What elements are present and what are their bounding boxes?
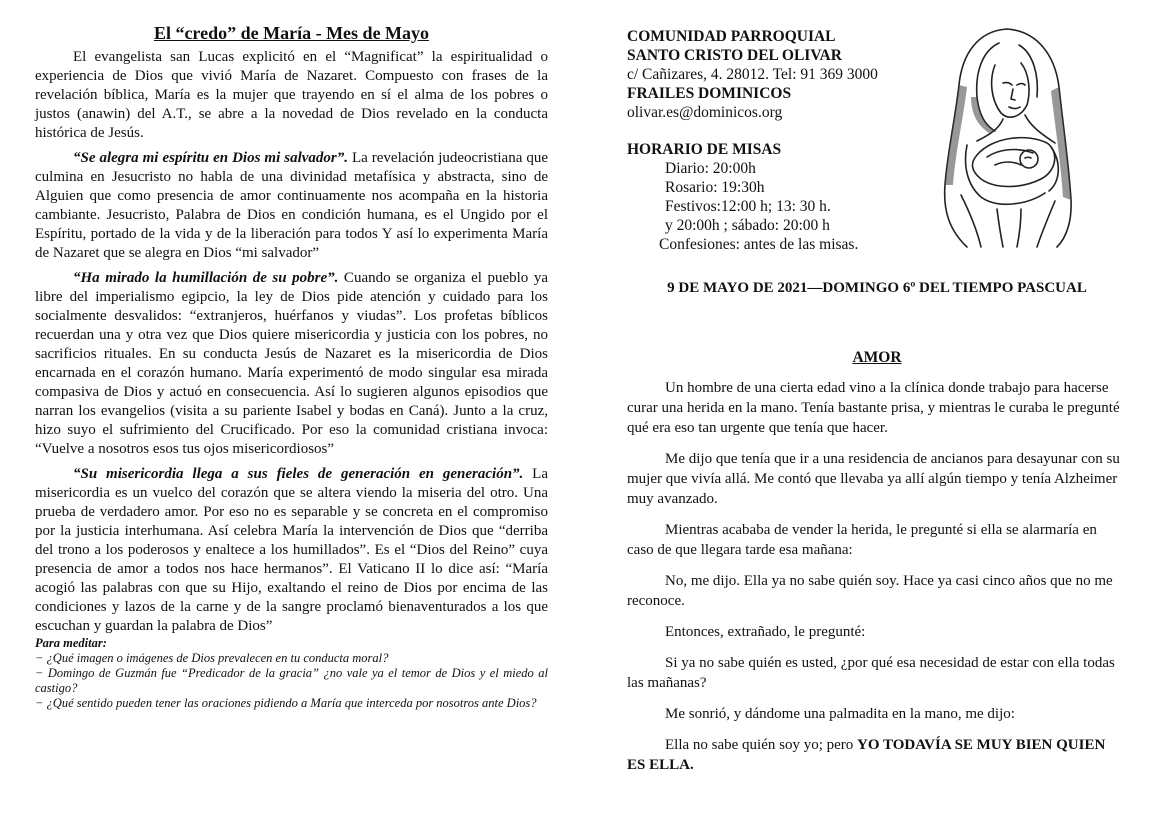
lead-quote: “Ha mirado la humillación de su pobre”. — [73, 270, 339, 286]
paragraph-text: La misericordia es un vuelco del corazón que se altera viendo la miseria del otro. Una prueba de verdadero amor. Por eso no es separable y se concreta en el compromiso por la justicia interhumana. Así celebra María la intervención de Dios que “derriba del trono a los poderosos y enaltece a los humillados”. Es el “Dios del Reino” cuya presencia de amor a todos nos hace hermanos”. El Vaticano II lo dice así: “María acogió las palabras con que su Hijo, exaltando el reino de Dios por encima de las condiciones y lazos de la carne y de la sangre proclamó bienaventurados a los que escuchan y guardan la palabra de Dios” — [35, 466, 548, 634]
contact-address: c/ Cañizares, 4. 28012. Tel: 91 369 3000 — [627, 66, 878, 83]
contact-email: olivar.es@dominicos.org — [627, 104, 783, 121]
meditar-item: − ¿Qué sentido pueden tener las oraciones pidiendo a María que interceda por nosotros ante Dios? — [35, 696, 537, 710]
lead-quote: “Su misericordia llega a sus fieles de generación en generación”. — [73, 466, 524, 482]
story-paragraph: Me sonrió, y dándome una palmadita en la mano, me dijo: — [665, 706, 1015, 722]
story-paragraph: Me dijo que tenía que ir a una residencia de ancianos para desayunar con su mujer que vivía allá. Me contó que llevaba ya allí algún tiempo y tenía Alzheimer muy avanzado. — [627, 451, 1120, 507]
story-final-text: Ella no sabe quién soy yo; pero — [665, 737, 858, 753]
story-paragraph: Si ya no sabe quién es usted, ¿por qué esa necesidad de estar con ella todas las mañanas? — [627, 655, 1115, 691]
story-paragraph: No, me dijo. Ella ya no sabe quién soy. Hace ya casi cinco años que no me reconoce. — [627, 573, 1113, 609]
story-paragraph: Entonces, extrañado, le pregunté: — [665, 624, 866, 640]
date-heading: 9 DE MAYO DE 2021—DOMINGO 6º DEL TIEMPO PASCUAL — [667, 280, 1087, 296]
story-final-caps: YO TODAVÍA SE MUY BIEN QUIEN ES ELLA. — [627, 737, 1106, 773]
story-paragraph-final — [627, 735, 1127, 775]
paragraph-misericordia — [35, 465, 548, 636]
paragraph-text: La revelación judeocristiana que culmina en Jesucristo no habla de una divinidad metafísica y abstracta, sino de Alguien que como presencia de amor continuamente nos acompaña en la historia cambiante. Jesucristo, Palabra de Dios en condición humana, es el Ungido por el Espíritu, portado de la vida y de la liberación para todos Y así lo experimenta María de Nazaret que se alegra en Dios “mi salvador” — [35, 150, 548, 261]
meditar-list — [35, 651, 548, 711]
story-paragraph: Mientras acababa de vender la herida, le pregunté si ella se alarmaría en caso de que llegara tarde esa mañana: — [627, 522, 1097, 558]
contact-community: COMUNIDAD PARROQUIAL — [627, 28, 836, 45]
lead-quote: “Se alegra mi espíritu en Dios mi salvador”. — [73, 150, 348, 166]
paragraph-alegra — [35, 149, 548, 263]
story-amor — [627, 348, 1127, 786]
meditar-item: − ¿Qué imagen o imágenes de Dios prevalecen en tu conducta moral? — [35, 651, 389, 665]
story-paragraph: Un hombre de una cierta edad vino a la clínica donde trabajo para hacerse curar una herida en la mano. Tenía bastante prisa, y mientras le curaba le pregunté qué era eso tan urgente que tenía que hacer. — [627, 380, 1120, 436]
schedule-line: Rosario: 19:30h — [665, 179, 765, 196]
page-title: El “credo” de María - Mes de Mayo — [153, 23, 430, 43]
paragraph-humillacion — [35, 269, 548, 459]
virgin-and-child-illustration — [937, 25, 1077, 250]
meditar-title: Para meditar: — [35, 636, 107, 650]
left-column — [35, 22, 548, 711]
schedule-confesiones: Confesiones: antes de las misas. — [659, 236, 859, 253]
story-title: AMOR — [852, 349, 902, 366]
meditar-item: − Domingo de Guzmán fue “Predicador de la gracia” ¿no vale ya el temor de Dios y el miedo al castigo? — [35, 666, 548, 695]
schedule-line: y 20:00h ; sábado: 20:00 h — [665, 217, 830, 234]
paragraph-intro: El evangelista san Lucas explicitó en el “Magnificat” la espiritualidad o experiencia de Dios que vivió María de Nazaret. Compuesto con frases de la revelación bíblica, María es la mujer que trayendo en sí el alma de los pobres o justos (anawin) del A.T., se abre a la novedad de Dios revelado en la conducta histórica de Jesús. — [35, 49, 548, 141]
paragraph-text: Cuando se organiza el pueblo ya libre del imperialismo egipcio, la ley de Dios pide atención y cuidado para los socialmente desvalidos: “extranjeros, huérfanos y viudas”. Los profetas bíblicos recuerdan una y otra vez que Dios quiere misericordia y justicia con los pobres, no sacrificios rituales. En su conducta Jesús de Nazaret es la misericordia de Dios encarnada en el corazón humano. María experimentó de modo singular esa mirada compasiva de Dios y actuó en consecuencia. Así lo sugieren algunos episodios que narran los evangelios (visita a su pariente Isabel y bodas en Caná). Junto a la cruz, hizo suyo el sufrimiento del Crucificado. Por eso la comunidad cristiana invoca: “Vuelve a nosotros esos tus ojos misericordiosos” — [35, 270, 548, 457]
schedule-title: HORARIO DE MISAS — [627, 141, 782, 158]
schedule-line: Diario: 20:00h — [665, 160, 756, 177]
contact-order: FRAILES DOMINICOS — [627, 85, 792, 102]
contact-parish: SANTO CRISTO DEL OLIVAR — [627, 47, 842, 64]
schedule-line: Festivos:12:00 h; 13: 30 h. — [665, 198, 831, 215]
